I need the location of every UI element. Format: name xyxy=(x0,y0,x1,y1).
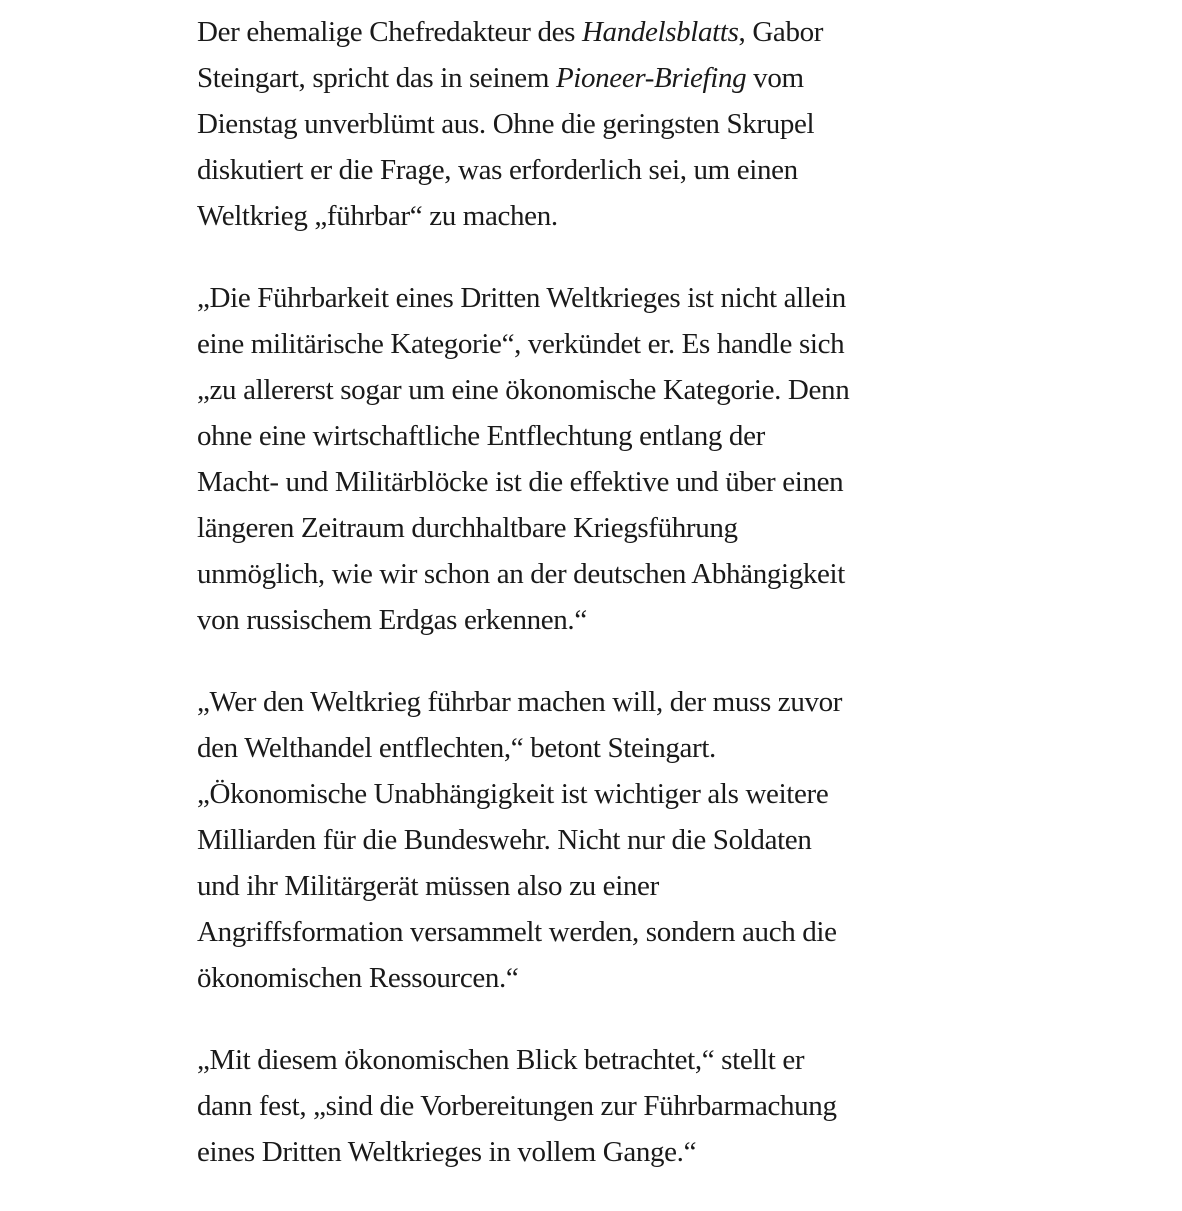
article-body xyxy=(197,9,1017,1211)
text-segment: den Welthandel entflechten,“ betont Steingart. xyxy=(197,732,716,764)
text-line xyxy=(197,367,1017,413)
text-segment: „Die Führbarkeit eines Dritten Weltkrieges ist nicht allein xyxy=(197,282,846,314)
text-line xyxy=(197,101,1017,147)
text-line xyxy=(197,1037,1017,1083)
text-segment: Dienstag unverblümt aus. Ohne die geringsten Skrupel xyxy=(197,108,815,140)
text-line xyxy=(197,817,1017,863)
article-paragraph xyxy=(197,679,1017,1001)
text-segment: Weltkrieg „führbar“ zu machen. xyxy=(197,200,558,232)
text-segment: „Wer den Weltkrieg führbar machen will, der muss zuvor xyxy=(197,686,843,718)
text-line xyxy=(197,505,1017,551)
text-line xyxy=(197,597,1017,643)
text-segment: Milliarden für die Bundeswehr. Nicht nur die Soldaten xyxy=(197,824,812,856)
text-line xyxy=(197,275,1017,321)
text-segment: „Ökonomische Unabhängigkeit ist wichtiger als weitere xyxy=(197,778,829,810)
text-segment: dann fest, „sind die Vorbereitungen zur Führbarmachung xyxy=(197,1090,837,1122)
text-line xyxy=(197,955,1017,1001)
text-line xyxy=(197,55,1017,101)
text-line xyxy=(197,771,1017,817)
article-paragraph xyxy=(197,9,1017,239)
text-line xyxy=(197,1129,1017,1175)
text-line xyxy=(197,725,1017,771)
article-paragraph xyxy=(197,275,1017,643)
text-line xyxy=(197,9,1017,55)
text-segment: ohne eine wirtschaftliche Entflechtung entlang der xyxy=(197,420,765,452)
text-segment: eine militärische Kategorie“, verkündet er. Es handle sich xyxy=(197,328,845,360)
text-line xyxy=(197,459,1017,505)
text-line xyxy=(197,551,1017,597)
text-line xyxy=(197,193,1017,239)
text-line xyxy=(197,321,1017,367)
text-segment: „Mit diesem ökonomischen Blick betrachtet,“ stellt er xyxy=(197,1044,805,1076)
text-segment: und ihr Militärgerät müssen also zu einer xyxy=(197,870,659,902)
text-segment: , Gabor xyxy=(738,16,824,48)
text-line xyxy=(197,863,1017,909)
text-segment: unmöglich, wie wir schon an der deutschen Abhängigkeit xyxy=(197,558,845,590)
italic-title: Handelsblatts xyxy=(581,16,739,48)
text-line xyxy=(197,413,1017,459)
text-segment: eines Dritten Weltkrieges in vollem Gange.“ xyxy=(197,1136,697,1168)
text-line xyxy=(197,1083,1017,1129)
text-segment: Angriffsformation versammelt werden, sondern auch die xyxy=(197,916,837,948)
text-segment: Steingart, spricht das in seinem xyxy=(197,62,556,94)
text-segment: Macht- und Militärblöcke ist die effektive und über einen xyxy=(197,466,844,498)
text-segment: von russischem Erdgas erkennen.“ xyxy=(197,604,587,636)
text-line xyxy=(197,147,1017,193)
text-segment: Der ehemalige Chefredakteur des xyxy=(197,16,582,48)
text-segment: längeren Zeitraum durchhaltbare Kriegsführung xyxy=(197,512,738,544)
text-segment: ökonomischen Ressourcen.“ xyxy=(197,962,519,994)
text-segment: „zu allererst sogar um eine ökonomische Kategorie. Denn xyxy=(197,374,850,406)
text-segment: vom xyxy=(746,62,804,94)
article-paragraph xyxy=(197,1037,1017,1175)
italic-title: Pioneer-Briefing xyxy=(555,62,747,94)
text-segment: diskutiert er die Frage, was erforderlich sei, um einen xyxy=(197,154,798,186)
text-line xyxy=(197,679,1017,725)
text-line xyxy=(197,909,1017,955)
